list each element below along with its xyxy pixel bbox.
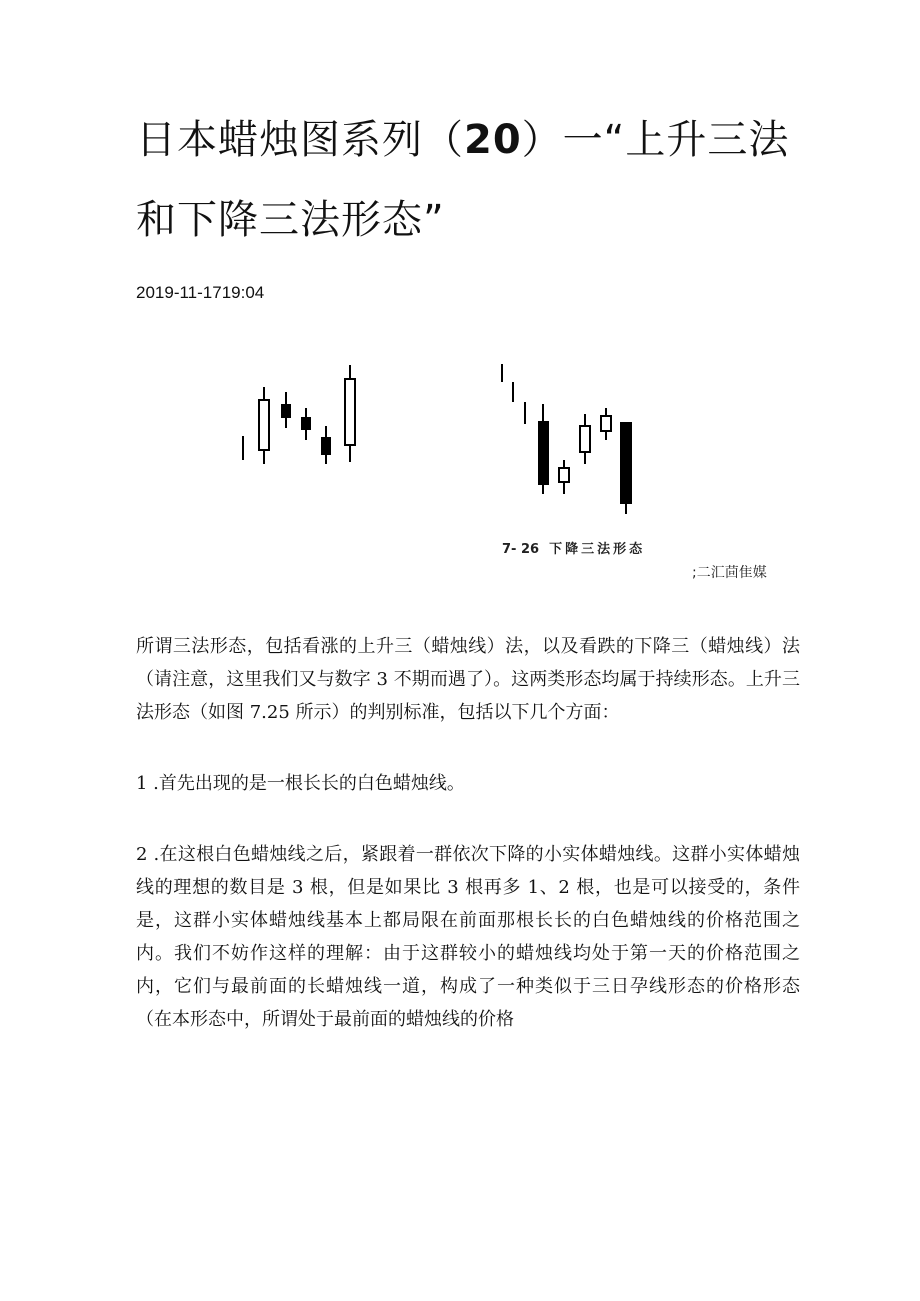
falling-three-methods-figure (494, 360, 644, 520)
page-title (136, 100, 816, 260)
rising-three-methods-figure (236, 360, 366, 470)
title-line-1: 日本蜡烛图系列（20）一“上升三法 (136, 117, 790, 163)
paragraph-intro: 所谓三法形态，包括看涨的上升三（蜡烛线）法，以及看跌的下降三（蜡烛线）法（请注意，这里我们又与数字 3 不期而遇了）。这两类形态均属于持续形态。上升三法形态（如图 7.25 所示）的判别标准，包括以下几个方面： (136, 636, 800, 723)
candle-body-black (321, 437, 331, 455)
candle-body-white (345, 379, 355, 445)
candle-body-white (580, 426, 590, 452)
candle-body-white (601, 416, 611, 431)
article-body (136, 630, 800, 1074)
candle-body-black (281, 404, 291, 418)
figure-caption-text: 下降三法形态 (549, 542, 646, 557)
candle-body-black (538, 421, 549, 485)
paragraph-criterion-2: 2 .在这根白色蜡烛线之后，紧跟着一群依次下降的小实体蜡烛线。这群小实体蜡烛线的理想的数目是 3 根，但是如果比 3 根再多 1、2 根，也是可以接受的，条件是，这群小实体蜡烛线基本上都局限在前面那根长长的白色蜡烛线的价格范围之内。我们不妨作这样的理解：由于这群较小的蜡烛线均处于第一天的价格范围之内，它们与最前面的长蜡烛线一道，构成了一种类似于三日孕线形态的价格形态（在本形态中，所谓处于最前面的蜡烛线的价格 (136, 844, 800, 1030)
candle-body-white (259, 400, 269, 450)
figure-caption (502, 538, 645, 557)
candle-body-black (301, 417, 311, 430)
figure-number: 7- 26 (502, 542, 540, 557)
watermark: ;二汇茴隹媒 (692, 565, 767, 581)
candle-body-white (559, 468, 569, 482)
title-line-2: 和下降三法形态” (136, 197, 445, 243)
paragraph-criterion-1: 1 .首先出现的是一根长长的白色蜡烛线。 (136, 773, 465, 794)
candle-body-black (620, 422, 632, 504)
publish-date: 2019-11-1719:04 (136, 283, 265, 302)
